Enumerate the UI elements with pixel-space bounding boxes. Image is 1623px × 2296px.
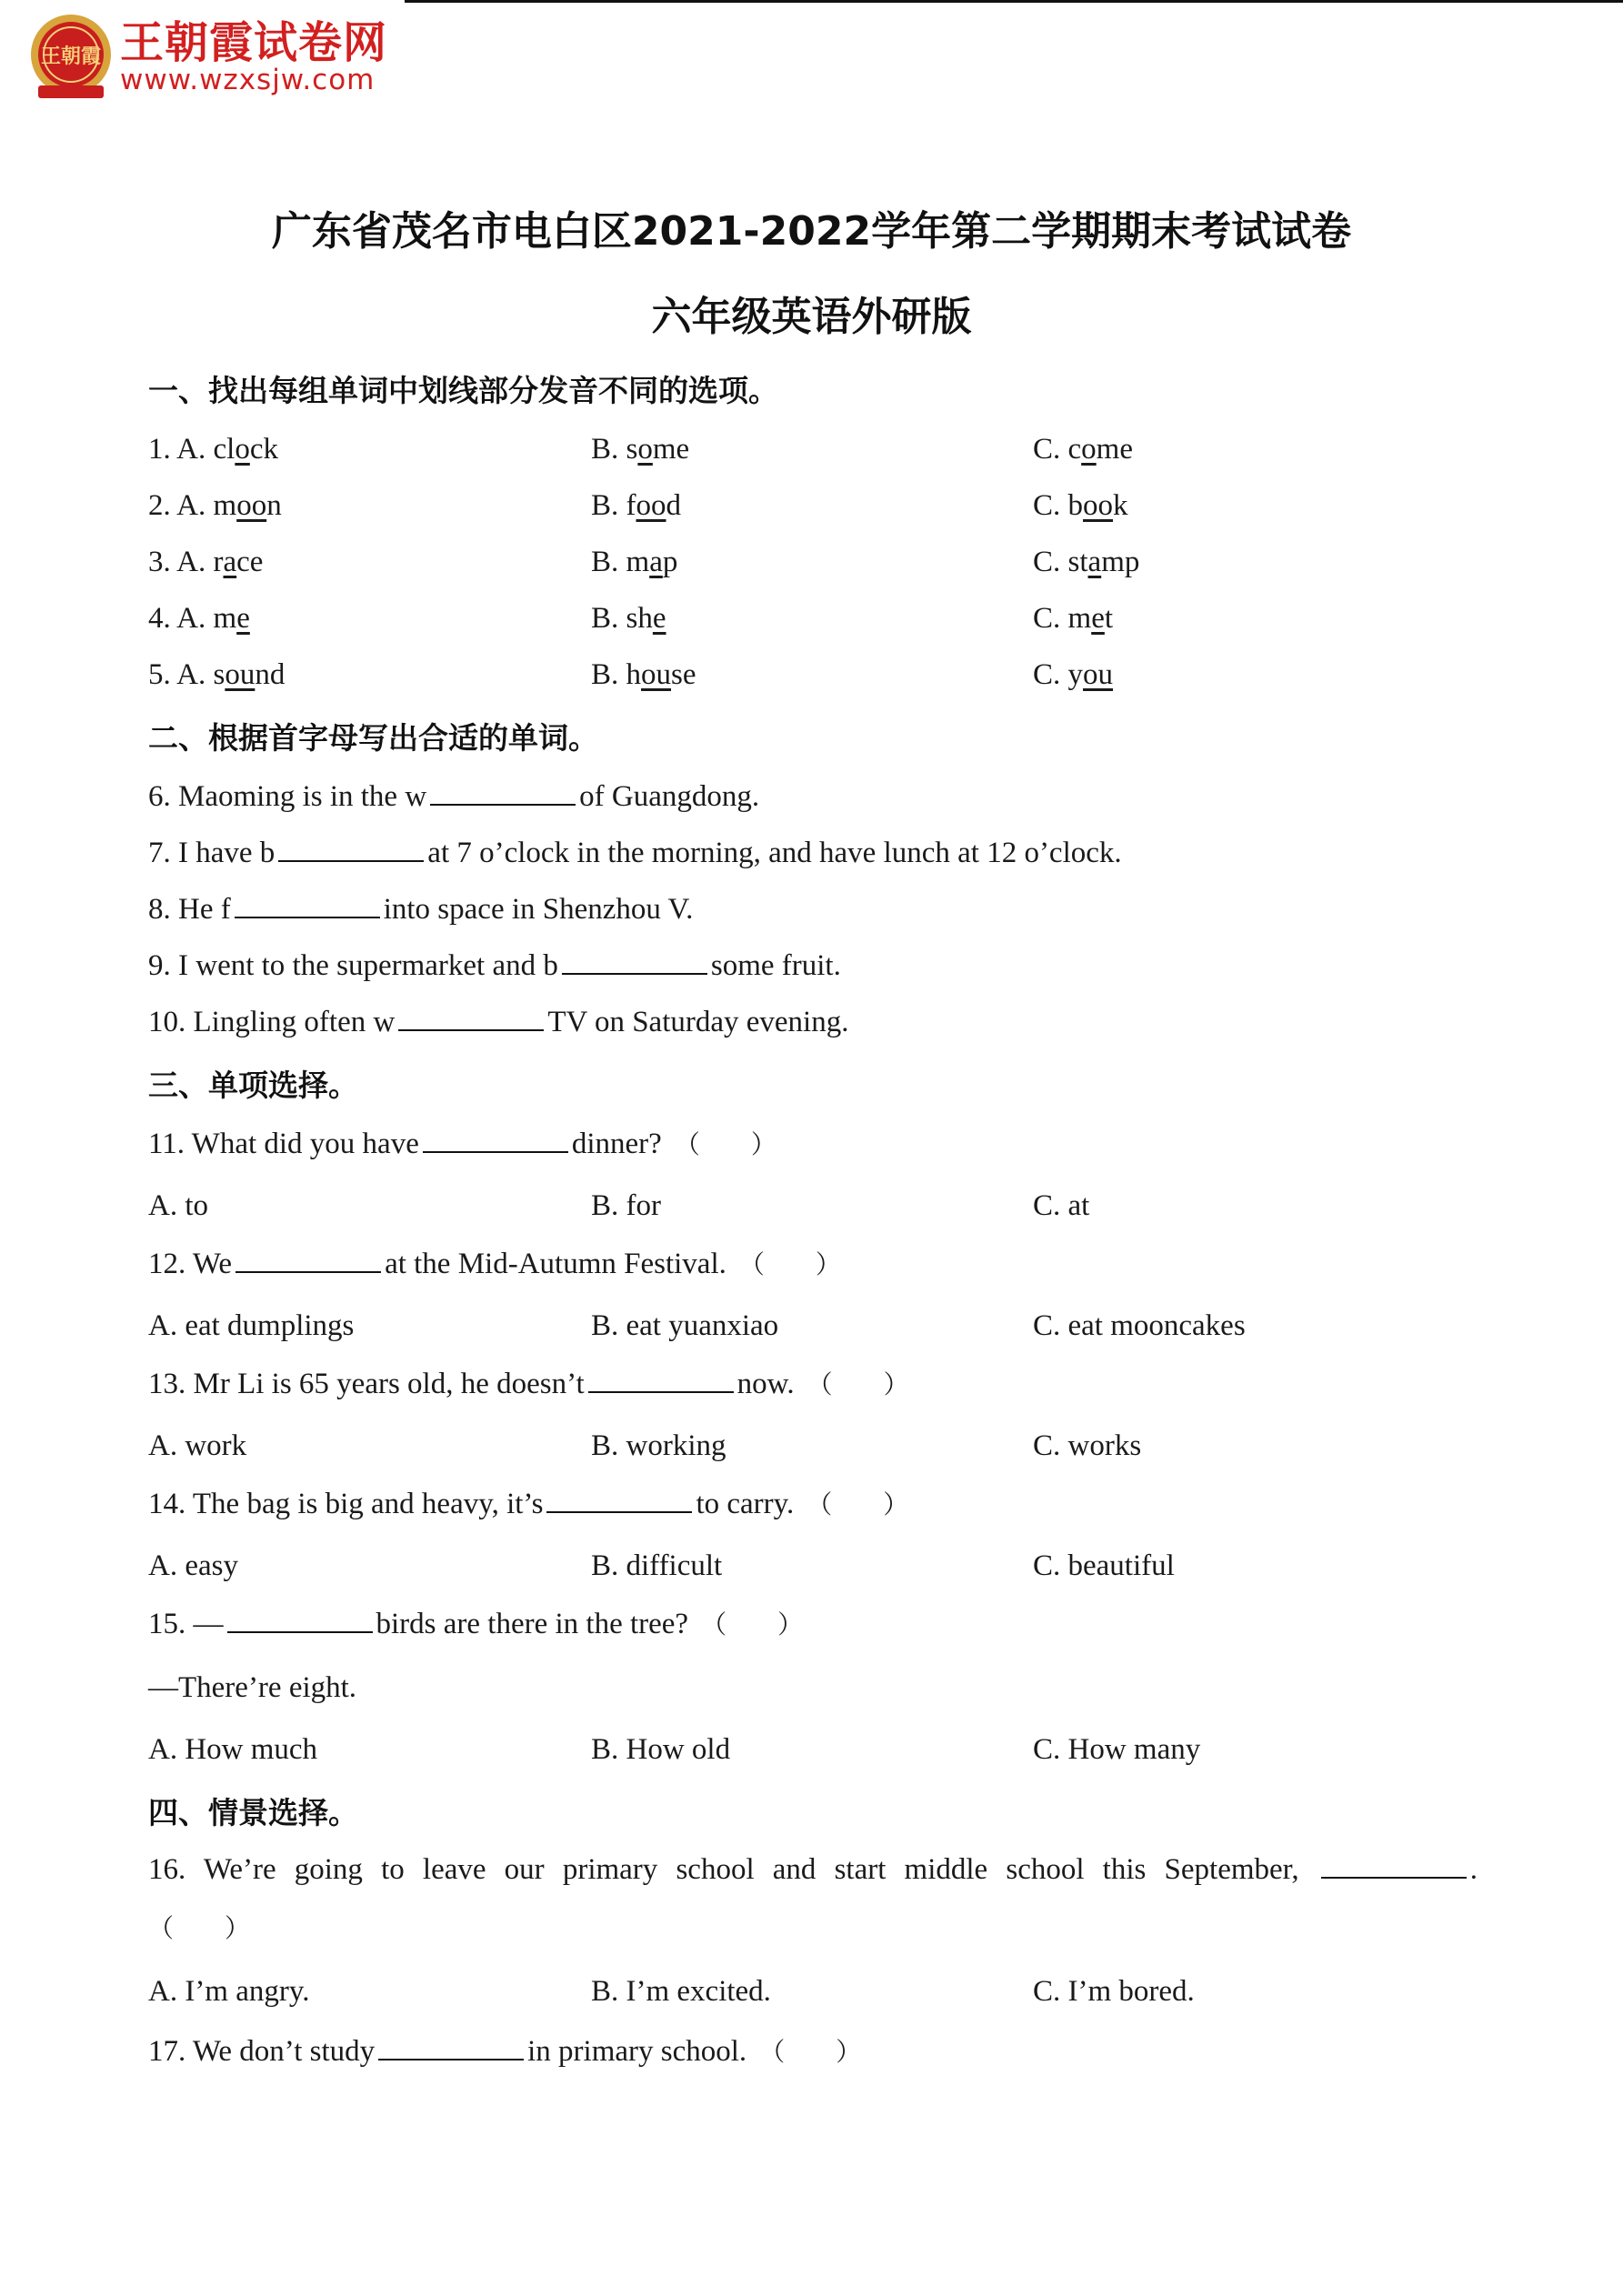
header-rule <box>405 0 1623 3</box>
question-16: 16. We’re going to leave our primary school and start middle school this September, . <box>148 1853 1478 1886</box>
choice-13b: B. working <box>591 1429 726 1462</box>
option-1c: C. come <box>1033 433 1133 466</box>
question-10: 10. Lingling often w TV on Saturday evening. <box>148 1006 849 1038</box>
answer-blank[interactable] <box>588 1366 734 1393</box>
option-4a: 4. A. me <box>148 602 250 635</box>
question-8: 8. He f into space in Shenzhou V. <box>148 893 694 926</box>
answer-blank[interactable] <box>546 1486 692 1513</box>
answer-paren[interactable]: （ ） <box>806 1489 909 1519</box>
question-17: 17. We don’t study in primary school. （ ） <box>148 2035 862 2068</box>
choice-14b: B. difficult <box>591 1549 723 1582</box>
question-7: 7. I have b at 7 o’clock in the morning, and have lunch at 12 o’clock. <box>148 837 1122 869</box>
answer-paren[interactable]: （ ） <box>148 1913 251 1943</box>
option-1b: B. some <box>591 433 690 466</box>
choice-14c: C. beautiful <box>1033 1549 1175 1582</box>
question-6: 6. Maoming is in the w of Guangdong. <box>148 780 760 813</box>
choice-15a: A. How much <box>148 1733 318 1766</box>
answer-blank[interactable] <box>235 1246 381 1273</box>
section-heading-3: 三、单项选择。 <box>148 1068 358 1103</box>
answer-blank[interactable] <box>227 1606 373 1633</box>
option-3a: 3. A. race <box>148 546 264 578</box>
brand-seal-logo <box>25 11 116 102</box>
answer-blank[interactable] <box>1321 1851 1467 1879</box>
option-5a: 5. A. sound <box>148 658 286 691</box>
choice-11b: B. for <box>591 1189 661 1222</box>
choice-13a: A. work <box>148 1429 247 1462</box>
question-15: 15. — birds are there in the tree? （ ） <box>148 1608 804 1640</box>
choice-12c: C. eat mooncakes <box>1033 1309 1246 1342</box>
brand-name: 王朝霞试卷网 <box>120 17 388 68</box>
question-13: 13. Mr Li is 65 years old, he doesn’t now. （ ） <box>148 1368 909 1400</box>
answer-paren[interactable]: （ ） <box>759 2037 862 2067</box>
option-5b: B. house <box>591 658 696 691</box>
section-heading-1: 一、找出每组单词中划线部分发音不同的选项。 <box>148 373 778 408</box>
choice-12b: B. eat yuanxiao <box>591 1309 779 1342</box>
question-16-paren <box>148 1910 250 1947</box>
option-3c: C. stamp <box>1033 546 1140 578</box>
answer-blank[interactable] <box>562 947 707 975</box>
answer-blank[interactable] <box>430 778 576 806</box>
answer-paren[interactable]: （ ） <box>674 1129 776 1159</box>
answer-paren[interactable]: （ ） <box>701 1609 804 1639</box>
answer-paren[interactable]: （ ） <box>806 1369 909 1399</box>
option-4c: C. met <box>1033 602 1114 635</box>
choice-16b: B. I’m excited. <box>591 1975 771 2008</box>
answer-blank[interactable] <box>235 891 380 918</box>
exam-subtitle: 六年级英语外研版 <box>651 294 972 340</box>
section-heading-4: 四、情景选择。 <box>148 1795 358 1830</box>
choice-12a: A. eat dumplings <box>148 1309 355 1342</box>
option-2c: C. book <box>1033 489 1128 522</box>
choice-16a: A. I’m angry. <box>148 1975 310 2008</box>
option-2b: B. food <box>591 489 681 522</box>
option-4b: B. she <box>591 602 666 635</box>
choice-13c: C. works <box>1033 1429 1142 1462</box>
option-3b: B. map <box>591 546 678 578</box>
choice-11a: A. to <box>148 1189 208 1222</box>
answer-blank[interactable] <box>398 1004 544 1031</box>
question-12: 12. We at the Mid-Autumn Festival. （ ） <box>148 1248 841 1280</box>
question-14: 14. The bag is big and heavy, it’s to carry. （ ） <box>148 1488 909 1520</box>
choice-15c: C. How many <box>1033 1733 1201 1766</box>
svg-text:王朝霞: 王朝霞 <box>40 45 102 68</box>
answer-blank[interactable] <box>378 2033 524 2060</box>
answer-blank[interactable] <box>278 835 424 862</box>
section-heading-2: 二、根据首字母写出合适的单词。 <box>148 720 598 756</box>
question-11: 11. What did you have dinner? （ ） <box>148 1128 776 1160</box>
choice-16c: C. I’m bored. <box>1033 1975 1195 2008</box>
option-2a: 2. A. moon <box>148 489 282 522</box>
option-5c: C. you <box>1033 658 1114 691</box>
answer-blank[interactable] <box>423 1126 568 1153</box>
choice-15b: B. How old <box>591 1733 731 1766</box>
option-1a: 1. A. clock <box>148 433 278 466</box>
exam-title: 广东省茂名市电白区2021-2022学年第二学期期末考试试卷 <box>271 208 1352 255</box>
question-15-reply: —There’re eight. <box>148 1671 357 1704</box>
brand-url[interactable]: www.wzxsjw.com <box>120 64 376 96</box>
answer-paren[interactable]: （ ） <box>738 1249 841 1279</box>
choice-11c: C. at <box>1033 1189 1090 1222</box>
question-9: 9. I went to the supermarket and b some fruit. <box>148 949 841 982</box>
choice-14a: A. easy <box>148 1549 238 1582</box>
